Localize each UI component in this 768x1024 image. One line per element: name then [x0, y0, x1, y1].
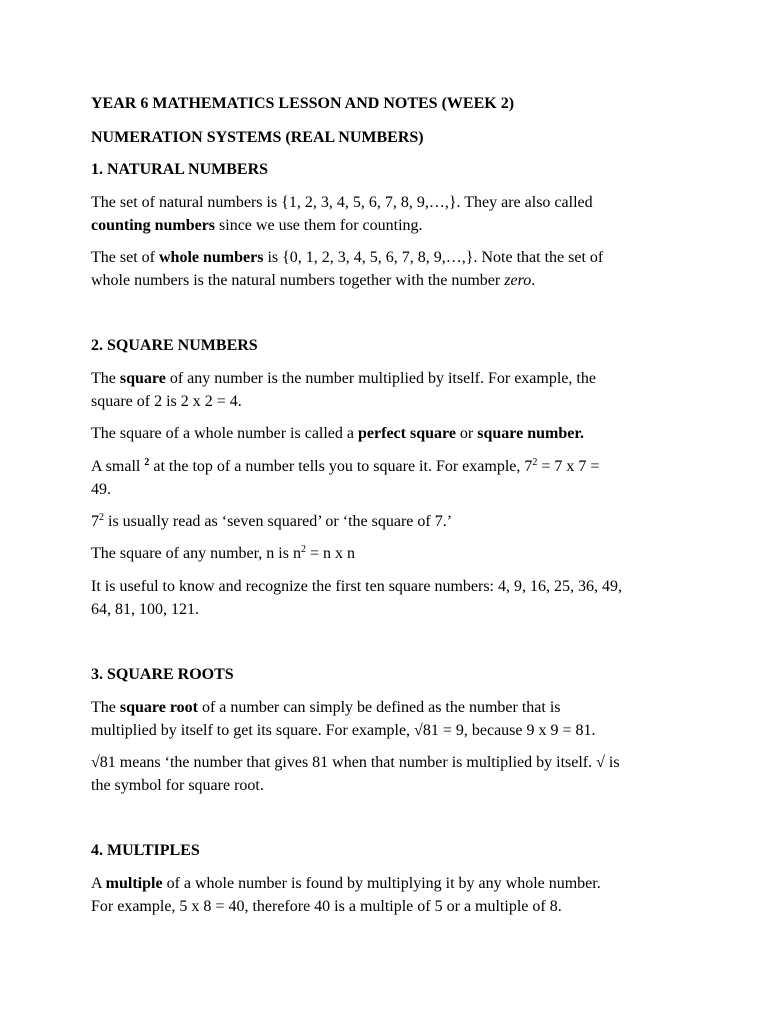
document-title: YEAR 6 MATHEMATICS LESSON AND NOTES (WEEK 2) [91, 95, 515, 112]
section-heading-natural-numbers: 1. NATURAL NUMBERS [91, 161, 269, 178]
paragraph-line: multiplied by itself to get its square. For example, √81 = 9, because 9 x 9 = 81. [91, 722, 596, 739]
paragraph-line: √81 means ‘the number that gives 81 when that number is multiplied by itself. √ is [91, 754, 620, 771]
bold-term: counting numbers [91, 217, 216, 234]
superscript: 2 [532, 457, 538, 468]
bold-term: multiple [105, 875, 163, 892]
paragraph-line: The square root of a number can simply be defined as the number that is [91, 699, 561, 716]
bold-term: square number. [477, 425, 584, 442]
paragraph-line: the symbol for square root. [91, 777, 264, 794]
paragraph-line: 49. [91, 481, 111, 498]
paragraph-line: The set of natural numbers is {1, 2, 3, 4, 5, 6, 7, 8, 9,…,}. They are also called [91, 194, 593, 211]
paragraph-line: The set of whole numbers is {0, 1, 2, 3, 4, 5, 6, 7, 8, 9,…,}. Note that the set of [91, 249, 604, 266]
section-heading-square-numbers: 2. SQUARE NUMBERS [91, 337, 258, 354]
section-heading-multiples: 4. MULTIPLES [91, 842, 200, 859]
paragraph-line: The square of any number, n is $n^2 = n$ x n [91, 544, 355, 562]
paragraph-line: It is useful to know and recognize the first ten square numbers: 4, 9, 16, 25, 36, 49, [91, 578, 622, 595]
superscript: 2 [144, 457, 150, 468]
document-subtitle: NUMERATION SYSTEMS (REAL NUMBERS) [91, 129, 424, 146]
paragraph-line: A small $^2$ at the top of a number tells you to square it. For example, $7^2 = 7$ x 7 = [91, 457, 600, 475]
paragraph-line: The square of any number is the number multiplied by itself. For example, the [91, 370, 596, 387]
paragraph-line: $7^2$ is usually read as ‘seven squared’ or ‘the square of 7.’ [91, 512, 453, 530]
paragraph-line: The square of a whole number is called a perfect square or square number. [91, 425, 584, 442]
paragraph-line: For example, 5 x 8 = 40, therefore 40 is a multiple of 5 or a multiple of 8. [91, 898, 562, 915]
bold-term: perfect square [358, 425, 456, 442]
paragraph-line: whole numbers is the natural numbers together with the number zero. [91, 272, 536, 289]
paragraph-line: square of 2 is 2 x 2 = 4. [91, 393, 242, 410]
italic-term: zero [504, 272, 532, 289]
paragraph-line: counting numbers since we use them for counting. [91, 217, 423, 234]
paragraph-line: A multiple of a whole number is found by multiplying it by any whole number. [91, 875, 601, 892]
paragraph-line: 64, 81, 100, 121. [91, 601, 199, 618]
bold-term: square root [119, 699, 198, 716]
bold-term: square [119, 370, 166, 387]
superscript: 2 [300, 544, 306, 555]
section-heading-square-roots: 3. SQUARE ROOTS [91, 666, 234, 683]
superscript: 2 [99, 512, 104, 523]
bold-term: whole numbers [158, 249, 264, 266]
